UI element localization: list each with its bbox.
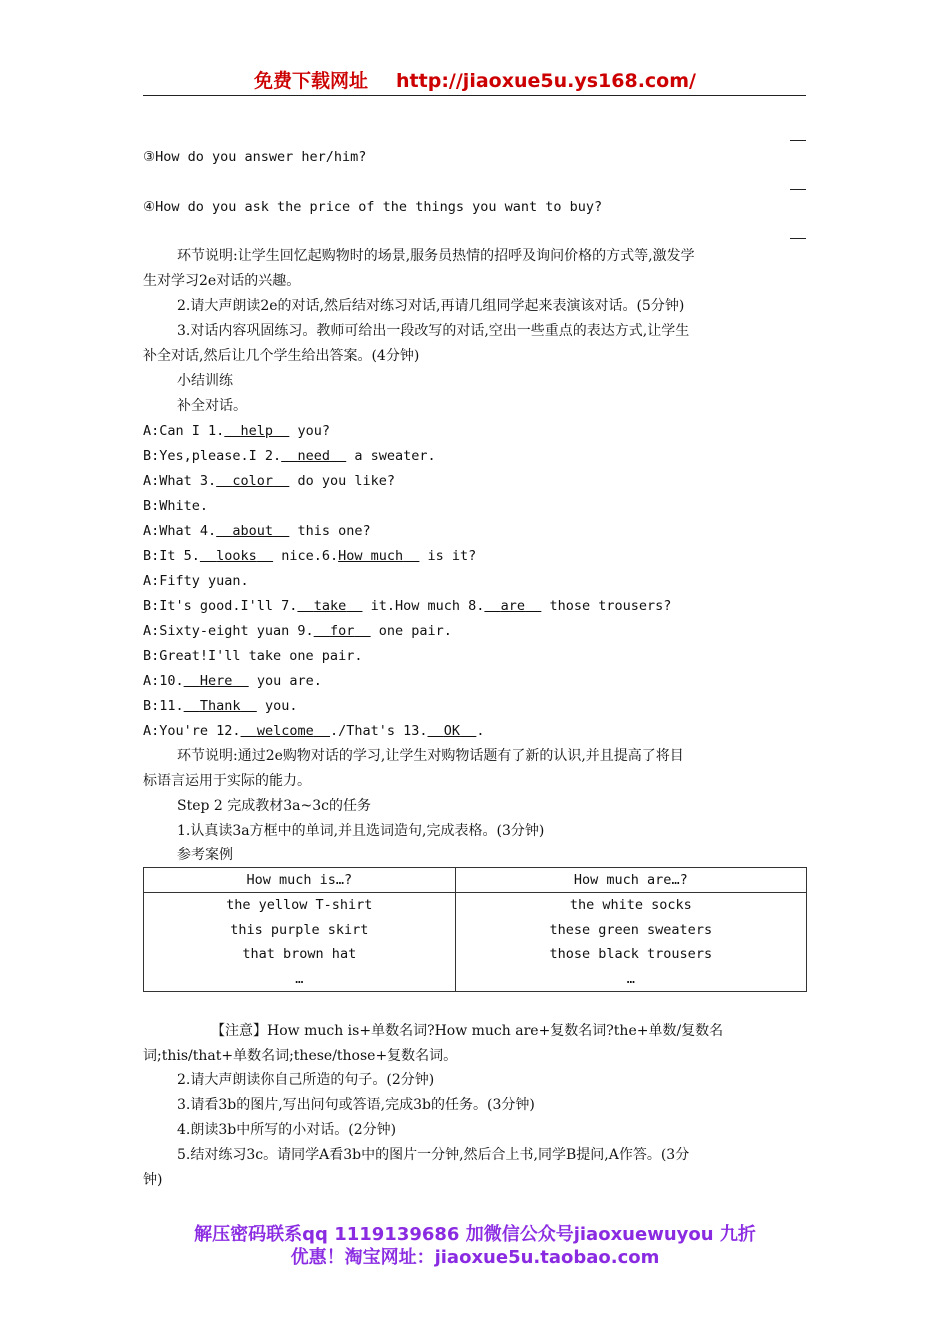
step-item: 1.认真读3a方框中的单词,并且选词造句,完成表格。(3分钟) [177,823,545,839]
table-cell [455,893,806,992]
step-title: Step 2 完成教材3a~3c的任务 [177,798,372,814]
note-paragraph: 【注意】How much is+单数名词?How much are+复数名词?the+单数/复数名 [211,1023,724,1039]
note-paragraph-cont: 词;this/that+单数名词;these/those+复数名词。 [143,1048,458,1064]
step-item: 4.朗读3b中所写的小对话。(2分钟) [177,1122,397,1138]
answer-blank: OK [443,723,461,739]
step-item: 2.请大声朗读你自己所造的句子。(2分钟) [177,1072,435,1088]
answer-blank: are [500,598,526,614]
step-item-cont: 补全对话,然后让几个学生给出答案。(4分钟) [143,348,420,364]
answer-blank: need [297,448,330,464]
table-item: this purple skirt [230,921,369,938]
dialogue-line: A:Sixty-eight yuan 9. for one pair. [143,623,452,639]
answer-line [790,238,806,239]
table-item: … [295,970,304,987]
step-item: 3.请看3b的图片,写出问句或答语,完成3b的任务。(3分钟) [177,1097,535,1113]
header-label: 免费下载网址 [254,70,369,92]
dialogue-line: A:10. Here you are. [143,673,322,689]
summary-subtitle: 补全对话。 [177,398,247,414]
dialogue-line: B:It 5. looks nice.6.How much is it? [143,548,477,564]
download-header [0,66,950,93]
question-4: ④How do you ask the price of the things you want to buy? [143,199,603,215]
answer-blank: take [313,598,347,614]
dialogue-line: A:You're 12. welcome ./That's 13. OK . [143,723,485,739]
answer-blank: welcome [256,723,314,739]
reference-table [143,867,807,992]
table-cell [144,893,456,992]
table-item: these green sweaters [549,921,713,938]
summary-title: 小结训练 [177,373,233,389]
answer-blank: help [240,423,274,439]
footer-line: 解压密码联系qq 1119139686 加微信公众号jiaoxuewuyou 九折 [194,1224,756,1245]
dialogue-line: A:What 4. about this one? [143,523,371,539]
answer-blank: looks [216,548,257,564]
dialogue-line: B:Great!I'll take one pair. [143,648,363,664]
answer-line [790,140,806,141]
answer-blank: about [232,523,274,539]
section-note: 环节说明:让学生回忆起购物时的场景,服务员热情的招呼及询问价格的方式等,激发学 [177,248,695,264]
dialogue-line: B:Yes,please.I 2. need a sweater. [143,448,436,464]
answer-line [790,189,806,190]
answer-blank: Here [199,673,233,689]
table-item: … [626,970,635,987]
answer-blank: color [232,473,274,489]
dialogue-line: A:What 3. color do you like? [143,473,395,489]
dialogue-line: A:Can I 1. help you? [143,423,330,439]
table-item: the white socks [569,897,692,913]
header-rule [143,95,806,96]
table-header: How much is…? [144,868,456,893]
table-item: the yellow T-shirt [226,897,373,913]
footer-line: 优惠！淘宝网址：jiaoxue5u.taobao.com [290,1247,660,1268]
table-item: those black trousers [549,946,713,962]
step-item: 3.对话内容巩固练习。教师可给出一段改写的对话,空出一些重点的表达方式,让学生 [177,323,690,339]
step-item: 2.请大声朗读2e的对话,然后结对练习对话,再请几组同学起来表演该对话。(5分钟) [177,298,685,314]
answer-blank: Thank [199,698,241,714]
question-3: ③How do you answer her/him? [143,149,367,165]
header-url[interactable]: http://jiaoxue5u.ys168.com/ [396,70,696,92]
section-note-cont: 标语言运用于实际的能力。 [143,773,311,789]
dialogue-line: B:White. [143,498,209,514]
step-item: 5.结对练习3c。请同学A看3b中的图片一分钟,然后合上书,同学B提问,A作答。(3分 [177,1147,690,1163]
step-item-cont: 钟) [143,1172,163,1188]
section-note: 环节说明:通过2e购物对话的学习,让学生对购物话题有了新的认识,并且提高了将目 [177,748,684,764]
table-item: that brown hat [242,946,357,962]
dialogue-line: B:It's good.I'll 7. take it.How much 8. are those trousers? [143,598,672,614]
reference-title: 参考案例 [177,847,233,863]
dialogue-line: B:11. Thank you. [143,698,298,714]
answer-blank: for [329,623,355,639]
dialogue-line: A:Fifty yuan. [143,573,249,589]
table-header: How much are…? [455,868,806,893]
answer-blank: How much [338,548,404,564]
section-note-cont: 生对学习2e对话的兴趣。 [143,273,301,289]
